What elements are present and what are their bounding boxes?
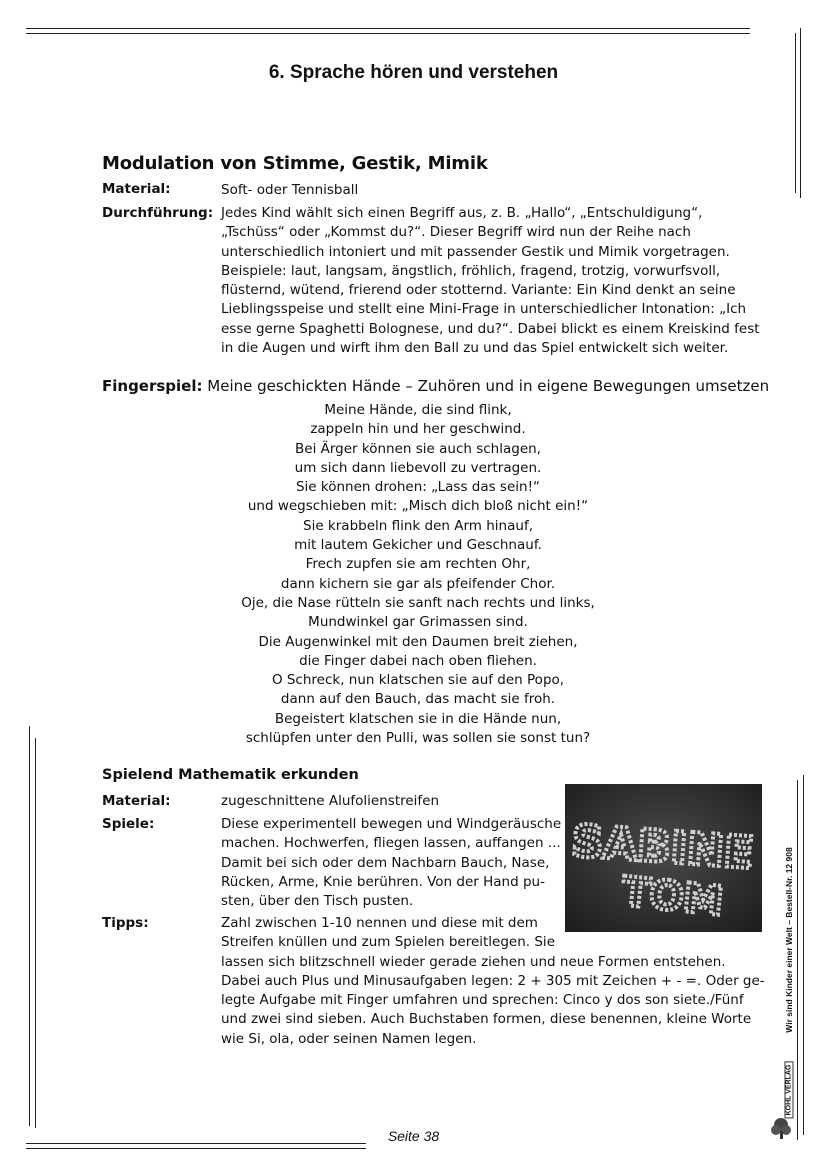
photo-word-tom: TOM [620, 868, 726, 926]
poem-line: Mundwinkel gar Grimassen sind. [308, 614, 528, 631]
poem-line: die Finger dabei nach oben fliehen. [299, 652, 537, 669]
text-line: Damit bei sich oder dem Nachbarn Bauch, Nase, [221, 854, 550, 871]
frame-top-line [26, 28, 750, 29]
fingerspiel-title: Meine geschickten Hände – Zuhören und in eigene Bewegungen umsetzen [202, 377, 770, 395]
material-label: Material: [102, 181, 171, 197]
poem-line: Sie krabbeln flink den Arm hinauf, [303, 517, 533, 534]
text-line: unterschiedlich intoniert und mit passender Gestik und Mimik vorgetragen. [221, 243, 730, 260]
photo-word-sabine: SABINE [569, 815, 756, 880]
frame-right-line-inner [795, 33, 796, 193]
text-line: sten, über den Tisch pusten. [221, 893, 414, 910]
text-line: lassen sich blitzschnell wieder gerade ziehen und neue Formen entstehen. [221, 953, 726, 970]
text-line: Lieblingsspeise und stellt eine Mini-Frage in unterschiedlicher Intonation: „Ich [221, 301, 747, 318]
poem-line: mit lautem Gekicher und Geschnauf. [294, 537, 542, 554]
text-line: legte Aufgabe mit Finger umfahren und sprechen: Cinco y dos son siete./Fünf [221, 992, 744, 1009]
poem-line: dann kichern sie gar als pfeifender Chor. [280, 575, 556, 592]
tipps-label: Tipps: [102, 915, 149, 931]
poem-line: Begeistert klatschen sie in die Hände nun, [274, 710, 562, 727]
fingerspiel-label: Fingerspiel: [102, 377, 203, 395]
section-heading-mathematik: Spielend Mathematik erkunden [102, 767, 359, 783]
poem-line: schlüpfen unter den Pulli, was sollen sie sonst tun? [245, 730, 591, 747]
poem [160, 401, 676, 748]
text-line: Jedes Kind wählt sich einen Begriff aus, z. B. „Hallo“, „Entschuldigung“, [221, 205, 703, 221]
material-label-math: Material: [102, 793, 171, 809]
material-value: Soft- oder Tennisball [221, 182, 359, 198]
text-line: Dabei auch Plus und Minusaufgaben legen: 2 + 305 mit Zeichen + - =. Oder ge- [221, 972, 765, 989]
frame-right-line [800, 28, 801, 198]
page-number: Seite 38 [387, 1128, 440, 1144]
text-line: flüsternd, wütend, frierend oder stotternd. Variante: Ein Kind denkt an seine [221, 282, 736, 299]
text-line: Diese experimentell bewegen und Windgeräusche [221, 816, 562, 832]
sidebar-order-number [779, 835, 799, 1045]
durchfuehrung-label: Durchführung: [102, 205, 214, 221]
poem-line: Meine Hände, die sind flink, [324, 402, 512, 418]
poem-line: um sich dann liebevoll zu vertragen. [294, 459, 542, 476]
spiele-label: Spiele: [102, 816, 155, 832]
text-line: und zwei sind sieben. Auch Buchstaben formen, diese benennen, kleine Worte [221, 1011, 752, 1028]
frame-left-line [29, 726, 30, 1126]
frame-top-line-inner [26, 33, 750, 34]
poem-line: Frech zupfen sie am rechten Ohr, [305, 556, 531, 573]
text-line: esse gerne Spaghetti Bolognese, und du?“. Dabei blickt es einem Kreiskind fest [221, 320, 760, 337]
foil-letters-photo [565, 784, 762, 932]
fingerspiel-heading [102, 377, 769, 395]
photo-svg [565, 784, 762, 932]
frame-left-line-inner [35, 738, 36, 1128]
page-title: 6. Sprache hören und verstehen [268, 62, 559, 83]
text-line: Zahl zwischen 1-10 nennen und diese mit dem [221, 915, 538, 931]
text-line: machen. Hochwerfen, fliegen lassen, auffangen ... [221, 835, 561, 852]
text-line: Rücken, Arme, Knie berühren. Von der Hand pu- [221, 873, 545, 890]
tipps-text [221, 914, 765, 1049]
sidebar-text: Wir sind Kinder einer Welt – Bestell-Nr. 12 908 [784, 847, 794, 1033]
text-line: Streifen knüllen und zum Spielen bereitlegen. Sie [221, 934, 555, 951]
poem-line: Bei Ärger können sie auch schlagen, [295, 440, 541, 457]
poem-line: O Schreck, nun klatschen sie auf den Popo, [271, 672, 565, 689]
text-line: „Tschüss“ oder „Kommst du?“. Dieser Begriff wird nun der Reihe nach [221, 224, 691, 241]
text-line: wie Si, ola, oder seinen Namen legen. [221, 1030, 477, 1047]
poem-line: Sie können drohen: „Lass das sein!“ [295, 479, 540, 496]
text-line: Beispiele: laut, langsam, ängstlich, fröhlich, fragend, trotzig, vorwurfsvoll, [221, 262, 721, 279]
text-line: in die Augen und wirft ihm den Ball zu und das Spiel entwickelt sich weiter. [221, 340, 729, 357]
material-value-math: zugeschnittene Alufolienstreifen [221, 793, 440, 809]
poem-line: Oje, die Nase rütteln sie sanft nach rechts und links, [241, 594, 595, 611]
poem-line: und wegschieben mit: „Misch dich bloß nicht ein!“ [247, 498, 589, 515]
poem-line: dann auf den Bauch, das macht sie froh. [280, 691, 556, 708]
spiele-text [221, 815, 561, 911]
publisher-logo: KOHL VERLAG [785, 1062, 794, 1119]
frame-bottom-line-inner [26, 1148, 366, 1149]
frame-right-lower-line [803, 775, 804, 1135]
section-heading-modulation: Modulation von Stimme, Gestik, Mimik [102, 153, 488, 174]
poem-line: Die Augenwinkel mit den Daumen breit ziehen, [258, 633, 578, 650]
poem-line: zappeln hin und her geschwind. [310, 421, 526, 438]
publisher-logo-wrap [779, 1064, 799, 1116]
durchfuehrung-text [221, 204, 760, 358]
